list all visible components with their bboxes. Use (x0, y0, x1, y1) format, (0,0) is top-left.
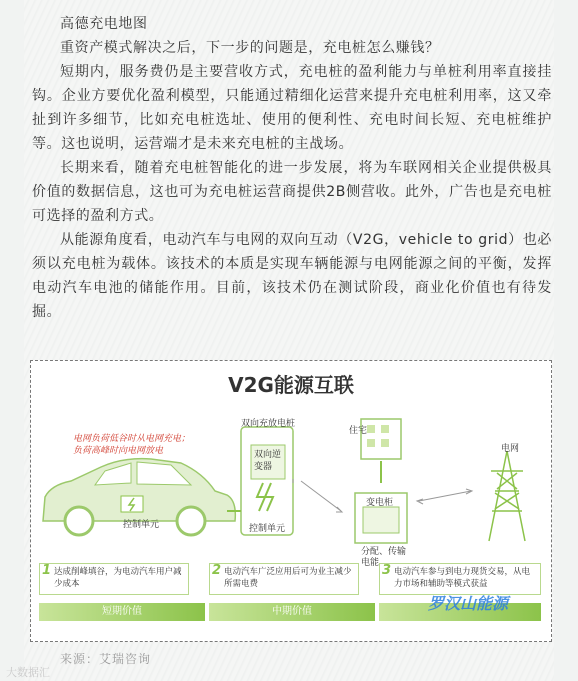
article-heading: 高德充电地图 (60, 16, 148, 32)
paragraph: 长期来看，随着充电桩智能化的进一步发展，将为车联网相关企业提供极具价值的数据信息，这也可为充电桩运营商提供2B侧营收。此外，广告也是充电桩可选择的盈利方式。 (32, 160, 552, 224)
charging-pile-icon (227, 427, 293, 535)
figure-title: V2G能源互联 (228, 373, 354, 397)
paragraph: 短期内，服务费仍是主要营收方式，充电桩的盈利能力与单桩利用率直接挂钩。企业方要优化盈利模型，只能通过精细化运营来提升充电桩利用率，这又牵扯到许多细节，比如充电桩选址、使用的便利性、充电时间长短、充电桩维护等。这也说明，运营端才是未来充电桩的主战场。 (32, 64, 552, 152)
site-watermark: 大数据汇 (6, 666, 50, 679)
charger-control-unit-label: 控制单元 (249, 524, 286, 534)
cabinet-label: 变电柜 (366, 498, 394, 508)
power-tower-icon (489, 451, 525, 541)
benefit-3: 3 电动汽车参与到电力现货交易，从电力市场和辅助等模式获益 (379, 563, 541, 595)
car-control-unit-label: 控制单元 (123, 520, 160, 530)
distribution-label: 分配、传输 电能 (361, 547, 407, 568)
short-term-value-band: 短期价值 (39, 603, 205, 621)
benefit-1: 1 达成削峰填谷，为电动汽车用户减少成本 (39, 563, 189, 595)
residence-label: 住宅 (349, 426, 368, 436)
benefit-2: 2 电动汽车广泛应用后可为业主减少所需电费 (209, 563, 359, 595)
inverter-label: 双向逆 变器 (254, 450, 282, 472)
paragraph: 从能源角度看，电动汽车与电网的双向互动（V2G，vehicle to grid）也必须以充电桩为载体。该技术的本质是实现车辆能源与电网能源之间的平衡，发挥电动汽车电池的储能作用。目前，该技术仍在测试阶段，商业化价值也有待发掘。 (32, 232, 552, 320)
mid-term-value-band: 中期价值 (209, 603, 375, 621)
source-caption: 来源：艾瑞咨询 (60, 652, 152, 666)
paragraph: 重资产模式解决之后，下一步的问题是，充电桩怎么赚钱？ (60, 40, 440, 56)
flow-arrow (419, 491, 471, 501)
flow-arrow (301, 481, 341, 511)
article-body (32, 12, 552, 324)
grid-label: 电网 (501, 444, 520, 454)
charger-title: 双向充放电桩 (241, 419, 296, 429)
corner-watermark: 罗汉山能源 (428, 594, 509, 613)
car-note: 电网负荷低谷时从电网充电； 负荷高峰时向电网放电 (73, 434, 191, 456)
